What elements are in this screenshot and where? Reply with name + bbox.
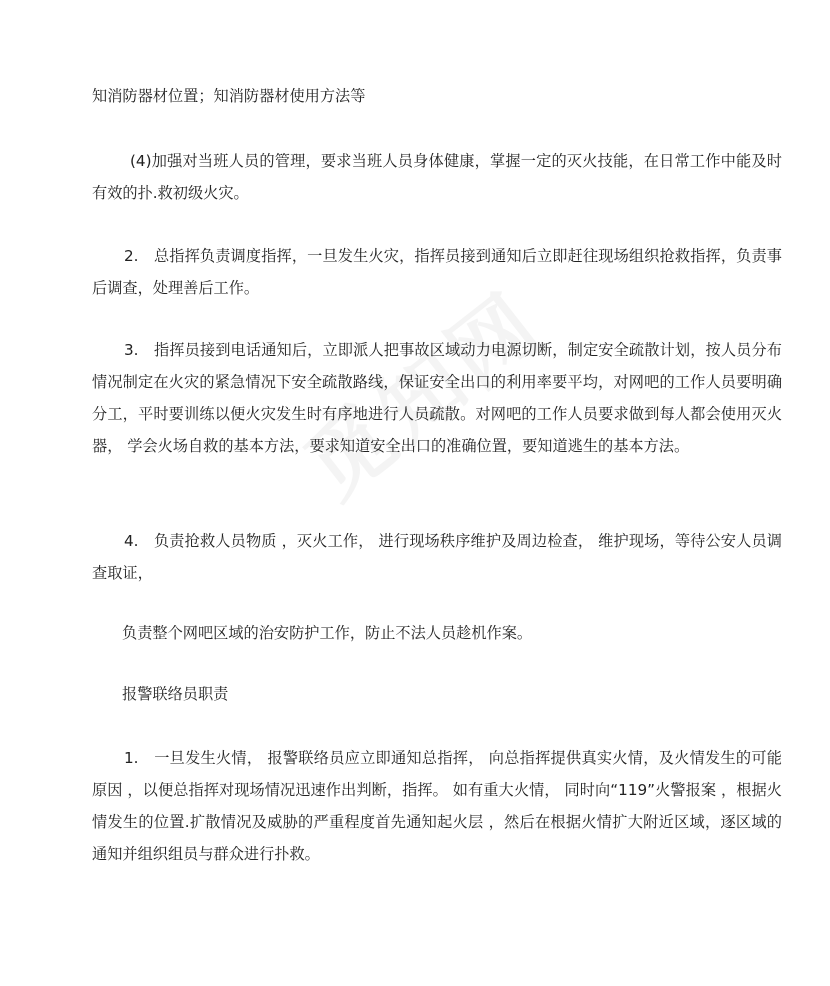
paragraph-commander-duty: 2. 总指挥负责调度指挥，一旦发生火灾，指挥员接到通知后立即赶往现场组织抢救指挥，负责事后调查，处理善后工作。	[92, 247, 782, 297]
paragraph-fire-equipment: 知消防器材位置；知消防器材使用方法等	[92, 87, 366, 105]
paragraph-security-duty: 负责整个网吧区域的治安防护工作，防止不法人员趁机作案。	[122, 624, 533, 642]
paragraph-rescue-duty: 4. 负责抢救人员物质 ，灭火工作， 进行现场秩序维护及周边检查， 维护现场，等待公安人员调查取证，	[92, 532, 782, 582]
paragraph-alarm-liaison-duty: 1. 一旦发生火情， 报警联络员应立即通知总指挥， 向总指挥提供真实火情，及火情发生的可能原因 ，以便总指挥对现场情况迅速作出判断，指挥。 如有重大火情， 同时向“119”火警报案 ，根据火情发生的位置.扩散情况及威胁的严重程度首先通知起火层 ，然后在根据火情扩大附近区域，逐区域的通知并组织组员与群众进行扑救。	[92, 749, 782, 863]
section-heading-alarm-liaison: 报警联络员职责	[122, 685, 229, 703]
paragraph-evacuation-plan: 3. 指挥员接到电话通知后，立即派人把事故区域动力电源切断，制定安全疏散计划，按人员分布情况制定在火灾的紧急情况下安全疏散路线，保证安全出口的利用率要平均，对网吧的工作人员要明确分工，平时要训练以便火灾发生时有序地进行人员疏散。对网吧的工作人员要求做到每人都会使用灭火器， 学会火场自救的基本方法，要求知道安全出口的准确位置，要知道逃生的基本方法。	[92, 341, 782, 455]
paragraph-staff-management: (4)加强对当班人员的管理，要求当班人员身体健康，掌握一定的灭火技能，在日常工作中能及时有效的扑.救初级火灾。	[92, 152, 782, 202]
